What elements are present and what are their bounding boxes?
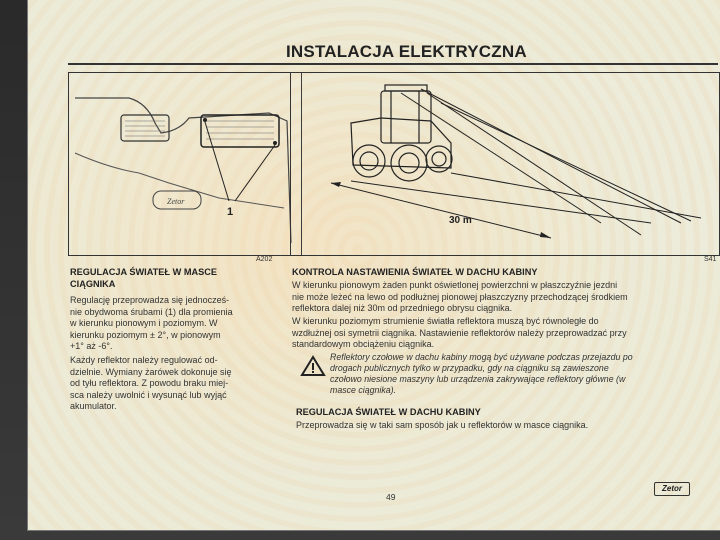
title-rule	[68, 63, 718, 65]
left-heading-line-1: REGULACJA ŚWIATEŁ W MASCE	[70, 267, 217, 277]
light-beams	[401, 89, 691, 235]
adjust-screw-right	[273, 141, 277, 145]
tractor-beam-illustration	[291, 73, 719, 255]
hood-headlight-illustration	[69, 73, 301, 255]
left-section-heading	[70, 266, 217, 290]
right-paragraph-3: Przeprowadza się w taki sam sposób jak u reflektorów w masce ciągnika.	[296, 420, 589, 430]
figure-right-code: S41	[704, 256, 717, 263]
warning-icon	[300, 355, 326, 377]
figure-left-code: A202	[256, 256, 273, 263]
brand-logo: Zetor	[654, 482, 690, 496]
right-section-heading: KONTROLA NASTAWIENIA ŚWIATEŁ W DACHU KABINY	[292, 267, 538, 277]
figure-roof-lights	[290, 72, 720, 256]
figure-hood-headlight	[68, 72, 302, 256]
right-paragraph-2: W kierunku poziomym strumienie światła reflektora muszą być równoległe do wzdłużnej osi symetrii ciągnika. Nastawienie reflektorów należy przeprowadzać przy standardowym obciążeniu ciągnika.	[292, 316, 627, 349]
distance-label: 30 m	[449, 215, 472, 226]
left-headlight-shape	[121, 115, 169, 141]
ground-lines	[331, 173, 701, 238]
page-title: INSTALACJA ELEKTRYCZNA	[286, 42, 527, 61]
callout-number: 1	[227, 206, 234, 218]
left-paragraph-2: Każdy reflektor należy regulować od- dzielnie. Wymiany żarówek dokonuje się od tyłu reflektora. Z powodu braku miej- sca należy uwolnić i wysunąć lub wyjąć akumulator.	[70, 355, 232, 411]
left-heading-line-2: CIĄGNIKA	[70, 279, 116, 289]
adjust-screw-left	[203, 118, 207, 122]
page-number: 49	[386, 492, 396, 502]
right-headlight-shape	[201, 115, 279, 147]
warning-text: Reflektory czołowe w dachu kabiny mogą być używane podczas przejazdu po drogach publicznych tylko w przypadku, gdy na ciągniku są zawieszone czołowo niesione maszyny lub urządzenia zakrywające reflektory główne (w masce ciągnika).	[330, 352, 633, 395]
right-paragraph-1: W kierunku pionowym żaden punkt oświetlonej powierzchni w płaszczyźnie jezdni nie może leżeć na lewo od podłużnej pionowej płaszczyzny przechodzącej środkiem reflektora dalej niż 30m od przedniego obrysu ciągnika.	[292, 280, 628, 313]
right-section-heading-2: REGULACJA ŚWIATEŁ W DACHU KABINY	[296, 407, 481, 417]
manual-page	[28, 0, 720, 530]
zetor-badge-text: Zetor	[167, 197, 185, 206]
left-paragraph-1: Regulację przeprowadza się jednocześ- nie obydwoma śrubami (1) dla promienia w kierunku pionowym i poziomym. W kierunku poziomym ± 2°, w pionowym +1° aż -6°.	[70, 295, 233, 351]
